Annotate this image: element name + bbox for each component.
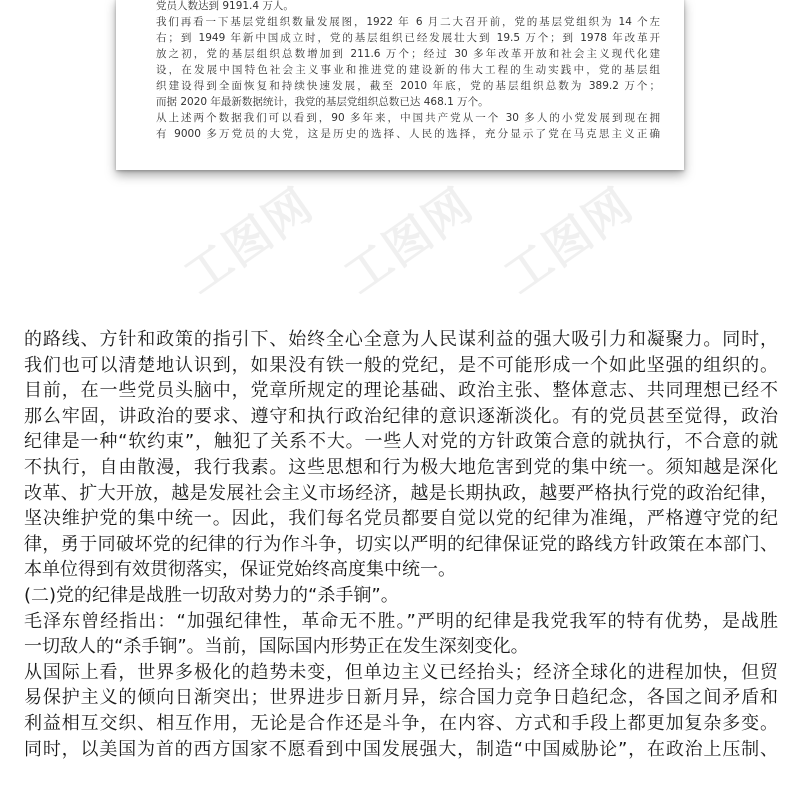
card-line: 织建设得到全面恢复和持续快速发展，截至 2010 年底，党的基层组织总数为 389.2 万个； (156, 80, 660, 92)
body-line: 本单位得到有效贯彻落实，保证党始终高度集中统一。 (24, 559, 456, 581)
body-line: 目前，在一些党员头脑中，党章所规定的理论基础、政治主张、整体意志、共同理想已经不 (24, 380, 778, 402)
body-line: 不执行，自由散漫，我行我素。这些思想和行为极大地危害到党的集中统一。须知越是深化 (24, 456, 778, 478)
body-line: 律，勇于同破坏党的纪律的行为作斗争，切实以严明的纪律保证党的路线方针政策在本部门、 (24, 533, 778, 555)
body-line: 易保护主义的倾向日渐突出；世界进步日新月异，综合国力竞争日趋纪念，各国之间矛盾和 (24, 687, 778, 709)
card-line: 设，在发展中国特色社会主义事业和推进党的建设新的伟大工程的生动实践中，党的基层组 (156, 64, 660, 76)
body-text (24, 327, 778, 762)
body-line: 一切敌人的“杀手锏”。当前，国际国内形势正在发生深刻变化。 (24, 636, 529, 658)
card-line: 右；到 1949 年新中国成立时，党的基层组织已经发展壮大到 19.5 万个；到 1978 年改革开 (156, 32, 660, 44)
card-line: 党员人数达到 9191.4 万人。 (156, 0, 294, 12)
card-line: 我们再看一下基层党组织数量发展图，1922 年 6 月二大召开前，党的基层党组织为 14 个左 (156, 16, 660, 28)
card-line: 而据 2020 年最新数据统计，我党的基层党组织总数已达 468.1 万个。 (156, 96, 489, 108)
body-line: 改革、扩大开放，越是发展社会主义市场经济，越是长期执政，越要严格执行党的政治纪律， (24, 482, 778, 504)
body-line: 坚决维护党的集中统一。因此，我们每名党员都要自觉以党的纪律为准绳，严格遵守党的纪 (24, 508, 778, 530)
excerpt-card (116, 0, 684, 170)
body-line: 那么牢固，讲政治的要求、遵守和执行政治纪律的意识逐渐淡化。有的党员甚至觉得，政治 (24, 405, 778, 427)
section-heading: (二)党的纪律是战胜一切敌对势力的“杀手锏”。 (24, 584, 399, 606)
body-line: 利益相互交织、相互作用，无论是合作还是斗争，在内容、方式和手段上都更加复杂多变。 (24, 712, 778, 734)
card-line: 放之初，党的基层组织总数增加到 211.6 万个；经过 30 多年改革开放和社会主义现代化建 (156, 48, 660, 60)
body-line: 同时，以美国为首的西方国家不愿看到中国发展强大，制造“中国威胁论”，在政治上压制、 (24, 738, 778, 760)
card-line: 从上述两个数据我们可以看到，90 多年来，中国共产党从一个 30 多人的小党发展到现在拥 (156, 112, 660, 124)
body-line: 纪律是一种“软约束”，触犯了关系不大。一些人对党的方针政策合意的就执行，不合意的就 (24, 431, 778, 453)
body-line: 从国际上看，世界多极化的趋势未变，但单边主义已经抬头；经济全球化的进程加快，但贸 (24, 661, 778, 683)
watermark: 工图网 (174, 177, 324, 304)
card-line: 有 9000 多万党员的大党，这是历史的选择、人民的选择，充分显示了党在马克思主义正确 (156, 128, 660, 140)
watermark: 工图网 (494, 177, 644, 304)
body-line: 毛泽东曾经指出：“加强纪律性，革命无不胜。”严明的纪律是我党我军的特有优势，是战胜 (24, 610, 778, 632)
body-line: 的路线、方针和政策的指引下、始终全心全意为人民谋利益的强大吸引力和凝聚力。同时， (24, 329, 778, 350)
body-line: 我们也可以清楚地认识到，如果没有铁一般的党纪，是不可能形成一个如此坚强的组织的。 (24, 354, 778, 376)
watermark: 工图网 (334, 177, 484, 304)
